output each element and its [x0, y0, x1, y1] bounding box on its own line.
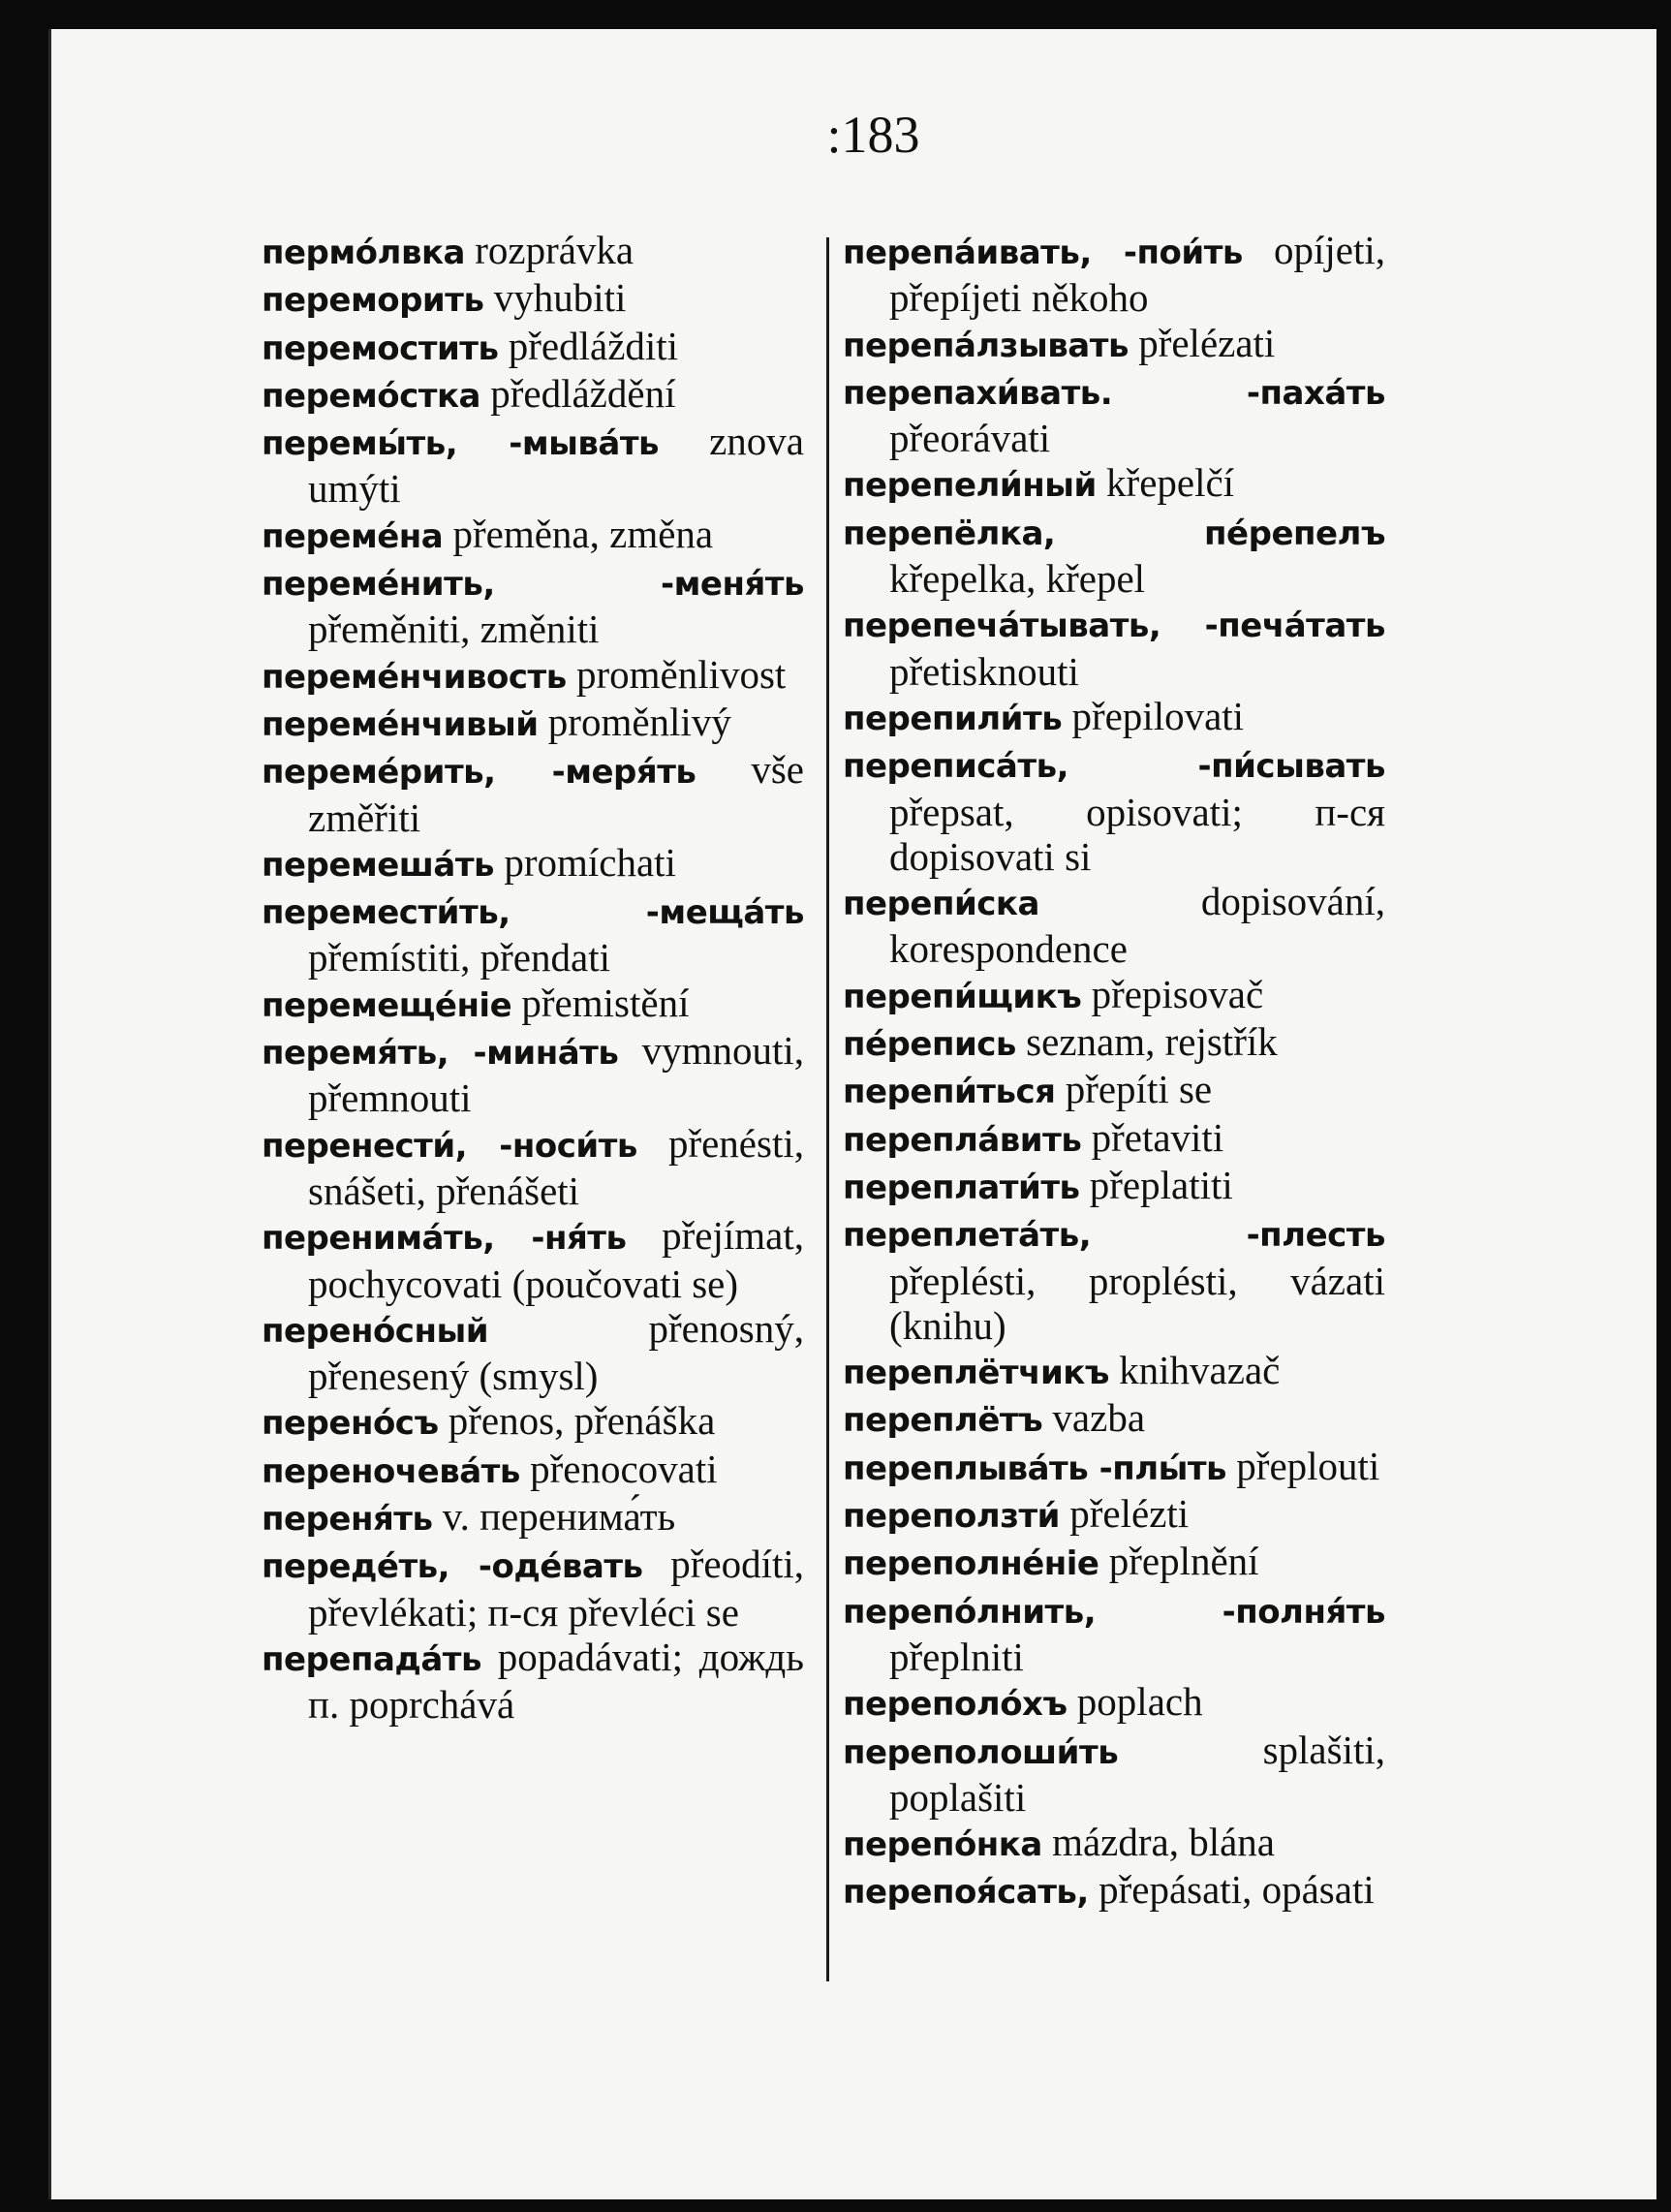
column-divider — [826, 237, 829, 1981]
entry-headword: перепи́щикъ — [843, 977, 1082, 1016]
dictionary-entry — [843, 601, 1385, 694]
entry-translation: znova umýti — [308, 419, 804, 512]
entry-translation: proměnlivý — [547, 699, 731, 744]
entry-headword: переде́ть, -оде́вать — [262, 1547, 643, 1587]
dictionary-entry — [262, 747, 804, 840]
dictionary-entry — [262, 1398, 804, 1446]
dictionary-entry — [262, 1447, 804, 1494]
dictionary-entry — [262, 1635, 804, 1728]
entry-translation: seznam, rejstřík — [1026, 1019, 1278, 1065]
dictionary-entry — [843, 1163, 1385, 1210]
dictionary-entry — [262, 1494, 804, 1542]
dictionary-entry — [843, 879, 1385, 972]
entry-headword: перепахи́вать. -паха́ть — [843, 373, 1385, 413]
entry-translation: přenosný, přenesený (smysl) — [308, 1305, 804, 1399]
entry-translation: v. перенима́ть — [442, 1494, 676, 1540]
dictionary-entry — [262, 1306, 804, 1399]
entry-translation: přepilovati — [1071, 693, 1245, 738]
entry-translation: křepelčí — [1106, 460, 1235, 506]
entry-translation: přeplatiti — [1089, 1162, 1233, 1207]
entry-translation: přepásati, opásati — [1099, 1867, 1375, 1913]
entry-translation: splašiti, poplašiti — [889, 1727, 1385, 1820]
entry-translation: rozprávka — [475, 228, 634, 272]
entry-translation: přenocovati — [530, 1446, 718, 1491]
dictionary-entry — [262, 419, 804, 512]
entry-headword: переполоши́ть — [843, 1732, 1119, 1772]
dictionary-entry — [843, 972, 1385, 1019]
entry-headword: переползти́ — [843, 1497, 1060, 1537]
entry-headword: переня́ть — [262, 1500, 433, 1540]
entry-translation: přeplouti — [1236, 1443, 1380, 1488]
dictionary-entry — [843, 1679, 1385, 1727]
dictionary-entry — [843, 1019, 1385, 1067]
dictionary-entry — [262, 1542, 804, 1635]
entry-headword: перепо́нка — [843, 1825, 1042, 1865]
entry-headword: перено́сный — [262, 1311, 489, 1351]
entry-translation: přeplnění — [1108, 1539, 1259, 1584]
entry-headword: переполне́ніе — [843, 1544, 1099, 1584]
entry-headword: перенима́ть, -ня́ть — [262, 1219, 627, 1259]
entry-translation: přelézti — [1069, 1491, 1190, 1537]
entry-headword: перемя́ть, -мина́ть — [262, 1034, 619, 1074]
entry-headword: перепо́лнить, -полня́ть — [843, 1592, 1385, 1632]
left-column — [262, 228, 804, 1728]
dictionary-entry — [843, 228, 1385, 321]
entry-headword: переплыва́ть -плы́ть — [843, 1449, 1227, 1488]
entry-headword: перемеша́ть — [262, 845, 495, 885]
dictionary-entry — [262, 228, 804, 275]
entry-headword: переплати́ть — [843, 1168, 1080, 1207]
dictionary-entry — [843, 1067, 1385, 1114]
entry-translation: přemistění — [521, 980, 690, 1025]
entry-headword: переписа́ть, -пи́сывать — [843, 747, 1385, 787]
entry-translation: opíjeti, přepíjeti někoho — [889, 228, 1385, 321]
entry-translation: vše změřiti — [308, 747, 804, 840]
entry-headword: перемы́ть, -мыва́ть — [262, 424, 660, 464]
entry-headword: переме́нчивость — [262, 657, 567, 697]
entry-translation: promíchati — [504, 839, 676, 885]
dictionary-entry — [262, 559, 804, 652]
entry-translation: dopisování, korespondence — [889, 879, 1385, 972]
entry-translation: vazba — [1052, 1395, 1146, 1441]
entry-headword: переполо́хъ — [843, 1685, 1068, 1725]
dictionary-entry — [843, 1395, 1385, 1443]
entry-headword: перепи́ска — [843, 885, 1039, 924]
dictionary-page — [48, 29, 1656, 2199]
dictionary-entry — [262, 888, 804, 981]
entry-translation: popadávati; дождь п. poprchává — [308, 1634, 804, 1728]
dictionary-entry — [843, 1867, 1385, 1915]
dictionary-entry — [843, 368, 1385, 461]
entry-headword: переплета́ть, -плесть — [843, 1216, 1385, 1256]
entry-translation: předláždění — [490, 370, 676, 416]
dictionary-entry — [262, 275, 804, 323]
dictionary-entry — [843, 1210, 1385, 1348]
entry-headword: перепи́ться — [843, 1073, 1056, 1112]
entry-translation: křepelka, křepel — [889, 556, 1146, 602]
dictionary-entry — [843, 1491, 1385, 1539]
entry-headword: переночева́ть — [262, 1451, 520, 1491]
entry-translation: vyhubiti — [493, 275, 627, 321]
entry-headword: переме́нчивый — [262, 704, 539, 744]
entry-translation: přeodíti, převlékati; п-ся převléci se — [308, 1542, 805, 1635]
entry-translation: přeměniti, změniti — [308, 607, 600, 652]
entry-translation: mázdra, blána — [1052, 1820, 1275, 1865]
entry-translation: přetisknouti — [889, 648, 1079, 694]
entry-headword: перепили́ть — [843, 699, 1063, 738]
entry-translation: proměnlivost — [575, 651, 787, 697]
entry-headword: переме́рить, -меря́ть — [262, 753, 696, 793]
entry-headword: перемеще́ніе — [262, 985, 512, 1025]
entry-headword: переме́нить, -меня́ть — [262, 565, 804, 605]
entry-translation: přenésti, snášeti, přenášeti — [308, 1120, 804, 1213]
entry-translation: vymnouti, přemnouti — [308, 1028, 804, 1121]
entry-translation: předlážditi — [508, 323, 679, 368]
entry-translation: přepisovač — [1091, 971, 1264, 1016]
dictionary-entry — [843, 741, 1385, 879]
entry-headword: переморить — [262, 281, 484, 321]
entry-translation: knihvazač — [1119, 1348, 1281, 1393]
dictionary-entry — [262, 324, 804, 371]
right-column — [843, 228, 1385, 1916]
entry-translation: přenos, přenáška — [448, 1398, 716, 1444]
dictionary-entry — [262, 512, 804, 559]
dictionary-entry — [843, 1539, 1385, 1586]
dictionary-entry — [843, 1820, 1385, 1867]
entry-translation: přeměna, změna — [452, 511, 714, 556]
entry-translation: přetaviti — [1091, 1114, 1224, 1160]
dictionary-entry — [262, 700, 804, 747]
entry-translation: poplach — [1076, 1679, 1203, 1725]
entry-translation: přeplésti, proplésti, vázati (knihu) — [889, 1258, 1385, 1348]
entry-translation: přemístiti, přendati — [308, 935, 610, 981]
entry-translation: přeplniti — [889, 1634, 1024, 1679]
entry-headword: перепа́лзывать — [843, 326, 1129, 365]
dictionary-entry — [262, 652, 804, 700]
dictionary-entry — [262, 840, 804, 888]
entry-headword: пе́репись — [843, 1025, 1016, 1065]
entry-headword: перемо́стка — [262, 376, 480, 416]
dictionary-entry — [843, 1348, 1385, 1395]
dictionary-entry — [843, 460, 1385, 508]
dictionary-entry — [262, 1028, 804, 1121]
dictionary-entry — [843, 509, 1385, 602]
dictionary-entry — [262, 1213, 804, 1306]
entry-headword: перепеча́тывать, -печа́тать — [843, 607, 1385, 646]
entry-headword: переплётчикъ — [843, 1354, 1109, 1393]
dictionary-entry — [843, 321, 1385, 368]
entry-headword: перепада́ть — [262, 1639, 481, 1679]
entry-headword: перемостить — [262, 328, 499, 368]
entry-headword: перепоя́сать, — [843, 1873, 1089, 1913]
entry-headword: перепели́ный — [843, 466, 1097, 506]
entry-headword: перепла́вить — [843, 1120, 1082, 1160]
dictionary-entry — [843, 1728, 1385, 1821]
entry-translation: přepsat, opisovati; п-ся dopisovati si — [889, 789, 1385, 879]
dictionary-entry — [843, 694, 1385, 741]
dictionary-entry — [262, 1121, 804, 1214]
page-number: :183 — [826, 106, 920, 164]
entry-translation: přelézati — [1138, 320, 1276, 365]
dictionary-entry — [262, 981, 804, 1028]
dictionary-entry — [843, 1115, 1385, 1163]
entry-headword: переплётъ — [843, 1401, 1043, 1441]
dictionary-entry — [843, 1587, 1385, 1680]
entry-translation: přeorávati — [889, 416, 1051, 461]
entry-headword: пермо́лвка — [262, 234, 465, 272]
entry-headword: перенести́, -носи́ть — [262, 1126, 637, 1166]
entry-translation: přepíti se — [1065, 1067, 1213, 1112]
entry-headword: перепа́ивать, -пои́ть — [843, 234, 1243, 272]
entry-headword: перепёлка, пе́репелъ — [843, 514, 1385, 553]
dictionary-entry — [843, 1444, 1385, 1491]
entry-translation: přejímat, pochycovati (poučovati se) — [308, 1213, 804, 1306]
entry-headword: перемести́ть, -меща́ть — [262, 893, 804, 933]
entry-headword: переме́на — [262, 516, 444, 556]
entry-headword: перено́съ — [262, 1404, 439, 1444]
dictionary-entry — [262, 371, 804, 419]
